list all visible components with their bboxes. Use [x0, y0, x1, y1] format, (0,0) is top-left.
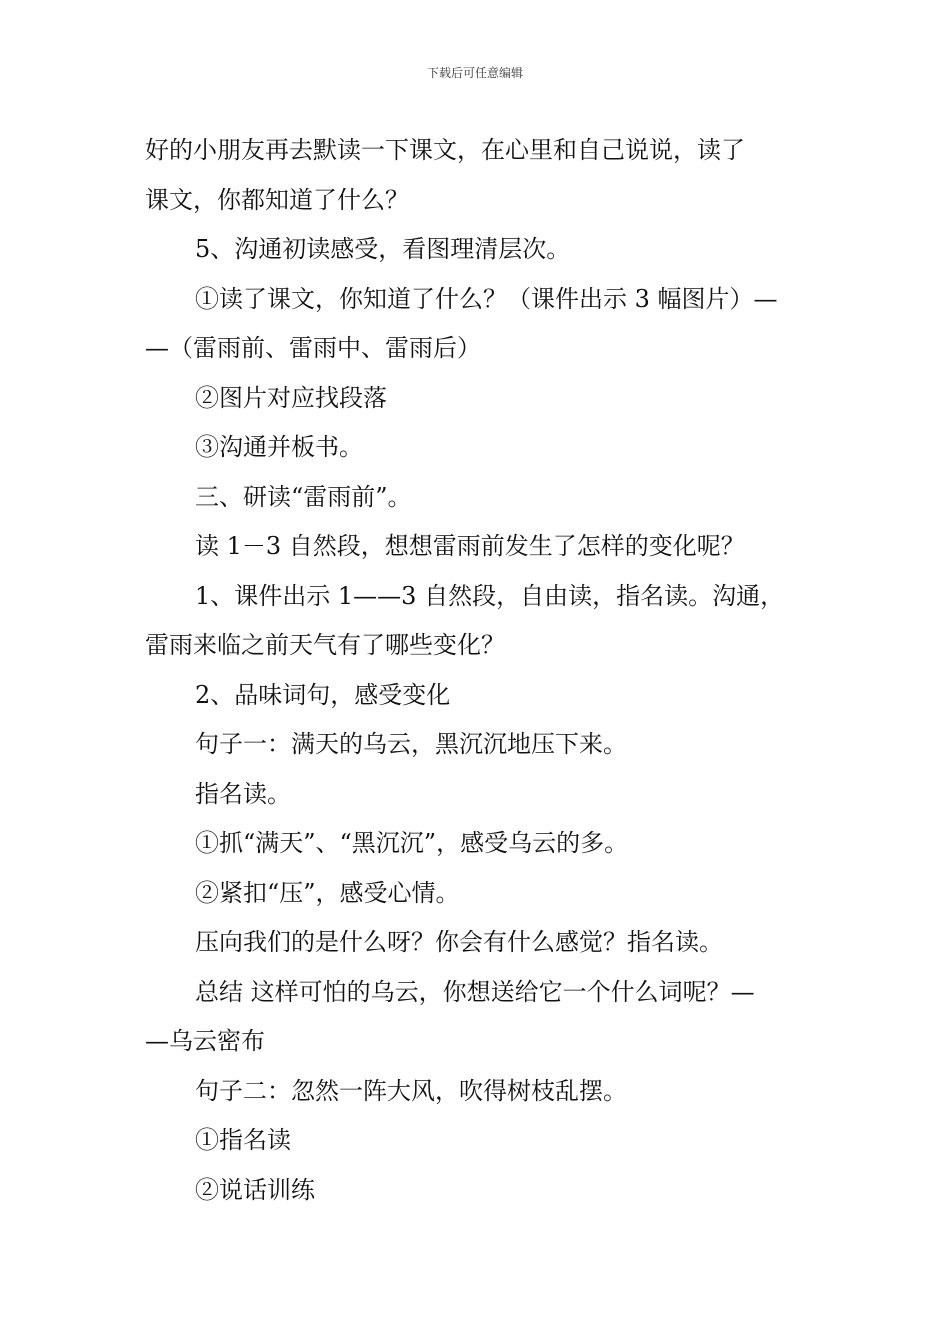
paragraph: 句子一：满天的乌云，黑沉沉地压下来。	[195, 730, 627, 758]
paragraph: 2、品味词句，感受变化	[195, 680, 451, 709]
paragraph: 读 1－3 自然段，想想雷雨前发生了怎样的变化呢？	[195, 532, 745, 560]
paragraph-line: 课文，你都知道了什么？	[145, 185, 409, 214]
paragraph: ②图片对应找段落	[195, 383, 387, 412]
paragraph: ①抓“满天”、“黑沉沉”，感受乌云的多。	[195, 829, 629, 857]
paragraph	[145, 572, 815, 671]
paragraph	[145, 275, 815, 374]
paragraph	[145, 126, 815, 225]
paragraph	[145, 968, 815, 1067]
paragraph: 5、沟通初读感受，看图理清层次。	[195, 235, 571, 263]
paragraph-line: 1、课件出示 1——3 自然段，自由读，指名读。沟通，	[195, 581, 785, 610]
paragraph-line: —（雷雨前、雷雨中、雷雨后）	[145, 334, 481, 362]
paragraph: 压向我们的是什么呀？你会有什么感觉？指名读。	[195, 928, 723, 956]
paragraph-line: ①读了课文，你知道了什么？（课件出示 3 幅图片）—	[195, 284, 778, 313]
paragraph-line: 总结 这样可怕的乌云，你想送给它一个什么词呢？—	[195, 977, 755, 1006]
paragraph: ①指名读	[195, 1126, 291, 1154]
paragraph: ③沟通并板书。	[195, 433, 363, 461]
paragraph-line: 雷雨来临之前天气有了哪些变化？	[145, 631, 505, 659]
section-heading: 三、研读“雷雨前”。	[195, 482, 412, 511]
paragraph: 句子二：忽然一阵大风，吹得树枝乱摆。	[195, 1076, 627, 1105]
paragraph-line: 好的小朋友再去默读一下课文，在心里和自己说说，读了	[145, 136, 745, 164]
document-body	[145, 126, 815, 1215]
paragraph: ②紧扣“压”，感受心情。	[195, 878, 460, 907]
paragraph: ②说话训练	[195, 1175, 315, 1204]
paragraph: 指名读。	[195, 779, 291, 808]
page-header: 下载后可任意编辑	[426, 66, 523, 80]
paragraph-line: —乌云密布	[145, 1027, 265, 1055]
